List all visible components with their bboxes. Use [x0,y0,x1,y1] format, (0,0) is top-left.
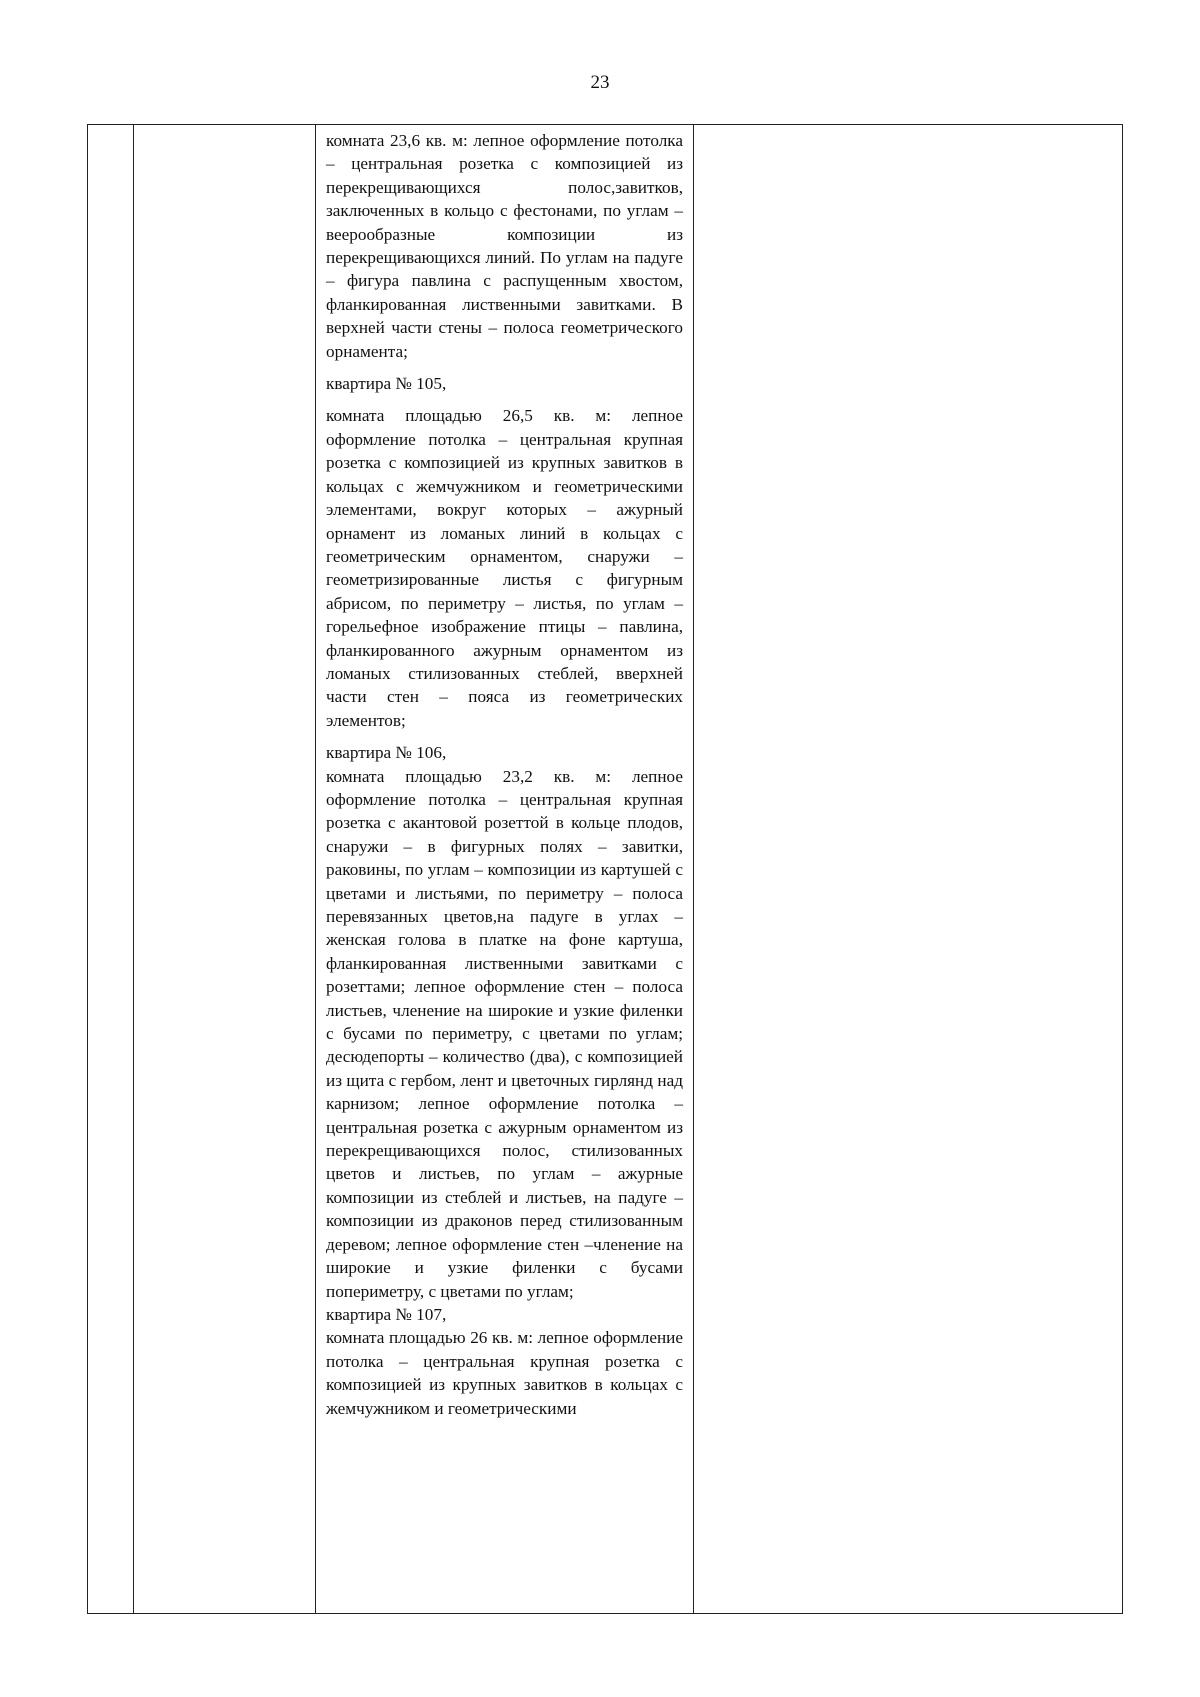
name-cell [134,125,316,1614]
apartment-heading: квартира № 105, [326,374,447,394]
description-cell [316,125,694,1614]
room-description: комната площадью 26,5 кв. м: лепное оформление потолка – центральная крупная розетка с композицией из крупных завитков в кольцах с жемчужником и геометрическими элементами, вокруг которых – ажурный орнамент из ломаных линий в кольцах с геометрическим орнаментом, снаружи – геометризированные листья с фигурным абрисом, по периметру – листья, по углам – горельефное изображение птицы – павлина, фланкированного ажурным орнаментом из ломаных стилизованных стеблей, вверхней части стен – пояса из геометрических элементов; [326,406,683,730]
register-table [87,124,1123,1614]
number-cell [88,125,134,1614]
page-number: 23 [590,72,610,93]
apartment-heading: квартира № 106, [326,743,447,763]
apartment-heading: квартира № 107, [326,1304,447,1324]
room-description: комната площадью 23,2 кв. м: лепное оформление потолка – центральная крупная розетка с акантовой розеттой в кольце плодов, снаружи – в фигурных полях – завитки, раковины, по углам – композиции из картушей с цветами и листьями, по периметру – полоса перевязанных цветов,на падуге в углах – женская голова в платке на фоне картуша, фланкированная лиственными завитками с розеттами; лепное оформление стен – полоса листьев, членение на широкие и узкие филенки с бусами по периметру, с цветами по углам; десюдепорты – количество (два), с композицией из щита с гербом, лент и цветочных гирлянд над карнизом; лепное оформление потолка – центральная розетка с ажурным орнаментом из перекрещивающихся полос, стилизованных цветов и листьев, по углам – ажурные композиции из стеблей и листьев, на падуге – композиции из драконов перед стилизованным деревом; лепное оформление стен –членение на широкие и узкие филенки с бусами поперимeтру, с цветами по углам; [326,766,683,1301]
room-description: комната 23,6 кв. м: лепное оформление потолка – центральная розетка с композицией из перекрещивающихся полос,завитков, заключенных в кольцо с фестонами, по углам – веерообразные композиции из перекрещивающихся линий. По углам на падуге – фигура павлина с распущенным хвостом, фланкированная лиственными завитками. В верхней части стены – полоса геометрического орнамента; [326,131,683,361]
room-description: комната площадью 26 кв. м: лепное оформление потолка – центральная крупная розетка с композицией из крупных завитков в кольцах с жемчужником и геометрическими [326,1328,683,1418]
table-row [88,125,1123,1614]
notes-cell [694,125,1123,1614]
